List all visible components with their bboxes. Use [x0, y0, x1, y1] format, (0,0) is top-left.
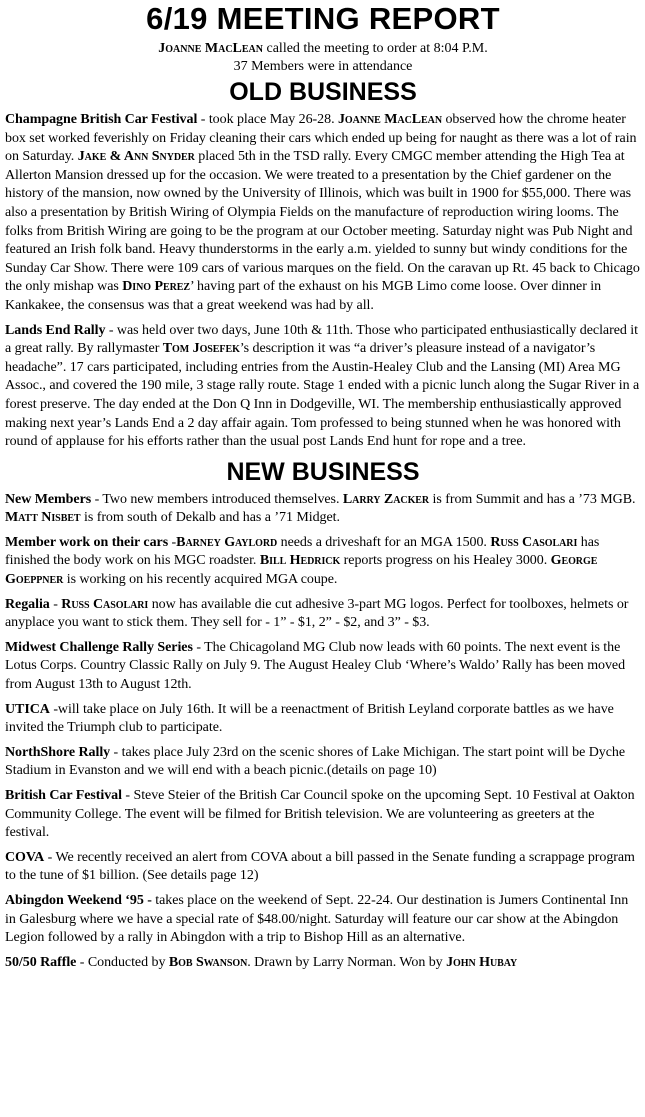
- body-text: - was held over two days, June 10th & 11th. Those who participated enthusiastically declared it a great rally. By rallymaster: [5, 322, 638, 357]
- person-name: Bill Hedrick: [259, 553, 341, 569]
- person-name: Joanne MacLean: [337, 112, 443, 127]
- person-name: Matt Nisbet: [5, 510, 81, 526]
- intro-line-1: [5, 40, 641, 58]
- topic-heading: UTICA: [5, 701, 50, 717]
- body-text: ’ having part of the exhaust on his MGB Limo come loose. Over dinner in Kankakee, the consensus was that a great weekend was had by all.: [5, 279, 602, 313]
- body-text: - takes place July 23rd on the scenic shores of Lake Michigan. The start point will be Dyche Stadium in Evanston and we will end with a beach picnic.(details on page 10): [5, 744, 625, 779]
- body-text: is working on his recently acquired MGA coupe.: [63, 572, 338, 588]
- body-text: -: [49, 596, 62, 612]
- body-text: called the meeting to order at 8:04 P.M.: [263, 41, 488, 56]
- body-text: reports progress on his Healey 3000.: [340, 553, 551, 569]
- paragraph-northshore-rally: [5, 744, 641, 781]
- body-text: placed 5th in the TSD rally. Every CMGC member attending the High Tea at Allerton Mansion dressed up for the occasion. We were treated to a presentation by the Chief gardener on the history of the mansion, now owned by the University of Illinois, which was built in 1900 for $55,000. There was also a presentation by British Wiring of Olympia Fields on the manufacture of reproduction wiring looms. The folks from British Wiring are going to be the program at our October meeting. Saturday night was Pub Night and featured an Irish folk band. Heavy thunderstorms in the early a.m. yielded to sunny but windy conditions for the Sunday Car Show. There were 109 cars of various marques on the field. On the caravan up Rt. 45 back to Chicago the only mishap was: [5, 149, 640, 295]
- topic-heading: British Car Festival: [5, 788, 122, 803]
- body-text: is from Summit and has a ’73 MGB.: [429, 491, 636, 507]
- paragraph-raffle: [5, 954, 641, 973]
- paragraph-cova: [5, 849, 641, 886]
- person-name: Larry Zacker: [342, 491, 430, 507]
- section-heading-old-business: OLD BUSINESS: [229, 78, 417, 106]
- person-name: Bob Swanson: [168, 954, 248, 970]
- body-text: - We recently received an alert from COVA about a bill passed in the Senate funding a scrappage program to the tune of $1 billion. (See details page 12): [5, 849, 635, 884]
- topic-heading: Lands End Rally: [5, 322, 106, 338]
- paragraph-member-work: [5, 534, 641, 590]
- topic-heading: Member work on their cars: [5, 534, 169, 550]
- person-name: Russ Casolari: [490, 534, 578, 550]
- body-text: is from south of Dekalb and has a ’71 Midget.: [80, 510, 340, 526]
- body-text: has finished the body work on his MGC roadster.: [5, 534, 600, 569]
- person-name: Joanne MacLean: [158, 41, 263, 56]
- section-heading-new-business: NEW BUSINESS: [226, 457, 420, 486]
- paragraph-new-members: [5, 491, 641, 528]
- paragraph-utica: [5, 701, 641, 738]
- paragraph-abingdon-weekend: [5, 892, 641, 948]
- topic-heading: Midwest Challenge Rally Series: [5, 639, 193, 655]
- body-text: . Drawn by Larry Norman. Won by: [247, 954, 447, 970]
- body-text: - Conducted by: [76, 954, 169, 970]
- topic-heading: Abingdon Weekend ‘95 -: [5, 892, 152, 908]
- person-name: John Hubay: [446, 954, 518, 970]
- body-text: -will take place on July 16th. It will be a reenactment of British Leyland corporate battles as we have invited the Triumph club to participate.: [5, 701, 614, 736]
- topic-heading: Regalia: [5, 596, 50, 612]
- body-text: - Steve Steier of the British Car Council spoke on the upcoming Sept. 10 Festival at Oakton Community College. The event will be filmed for British television. We are volunteering as greeters at the festival.: [5, 788, 635, 841]
- person-name: Russ Casolari: [61, 596, 149, 612]
- body-text: - Two new members introduced themselves.: [91, 491, 343, 507]
- person-name: Tom Josefek: [162, 341, 240, 357]
- body-text: now has available die cut adhesive 3-part MG logos. Perfect for toolboxes, helmets or anyplace you want to stick them. They sell for - 1” - $1, 2” - $2, and 3” - $3.: [5, 596, 629, 631]
- topic-heading: New Members: [5, 491, 92, 507]
- topic-heading: 50/50 Raffle: [5, 954, 77, 970]
- person-name: George Goeppner: [5, 553, 598, 588]
- body-text: -: [168, 534, 177, 550]
- body-text: takes place on the weekend of Sept. 22-24. Our destination is Jumers Continental Inn in Galesburg where we have a special rate of $48.00/night. Saturday will feature our car show at the Abingdon Legion followed by a rally in Abingdon with a trip to Bishop Hill as an alternative.: [5, 892, 629, 946]
- person-name: Barney Gaylord: [176, 534, 278, 550]
- person-name: Dino Perez: [122, 279, 191, 295]
- body-text: ’s description it was “a driver’s pleasure instead of a navigator’s headache”. 17 cars participated, including entries from the Austin-Healey Club and the Lansing (MI) Area MG Assoc., and covered the 190 mile, 3 stage rally route. Stage 1 ended with a picnic lunch along the Sugar River in a forest preserve. The day ended at the Don Q Inn in Dodgeville, WI. The membership enthusiastically approved making next year’s Lands End a 2 day affair again. Tom professed to being stunned when he was honored with round of applause for his efforts rather than the usual post Lands End hunt for rope and a tree.: [5, 341, 640, 450]
- body-text: observed how the chrome heater box set worked feverishly on Friday cleaning their cars which ended up being for naught as there was a lot of rain on Saturday.: [5, 112, 637, 165]
- paragraph-lands-end-rally: [5, 322, 641, 452]
- topic-heading: Champagne British Car Festival: [5, 112, 198, 127]
- person-name: Jake & Ann Snyder: [77, 149, 195, 165]
- paragraph-british-car-festival: [5, 787, 641, 843]
- paragraph-midwest-challenge: [5, 639, 641, 695]
- meeting-report-page: [0, 2, 645, 1117]
- body-text: needs a driveshaft for an MGA 1500.: [277, 534, 491, 550]
- topic-heading: NorthShore Rally: [5, 744, 111, 760]
- paragraph-regalia: [5, 596, 641, 633]
- intro-line-2: 37 Members were in attendance: [233, 59, 413, 74]
- page-title: 6/19 MEETING REPORT: [146, 1, 500, 36]
- intro: [5, 40, 641, 76]
- paragraph-champagne-festival: [5, 111, 641, 316]
- body-text: - The Chicagoland MG Club now leads with 60 points. The next event is the Lotus Corps. Country Classic Rally on July 9. The August Healey Club ‘Where’s Waldo’ Rally has been moved from August 13th to August 12th.: [5, 639, 626, 693]
- topic-heading: COVA: [5, 849, 45, 865]
- body-text: - took place May 26-28.: [197, 112, 338, 127]
